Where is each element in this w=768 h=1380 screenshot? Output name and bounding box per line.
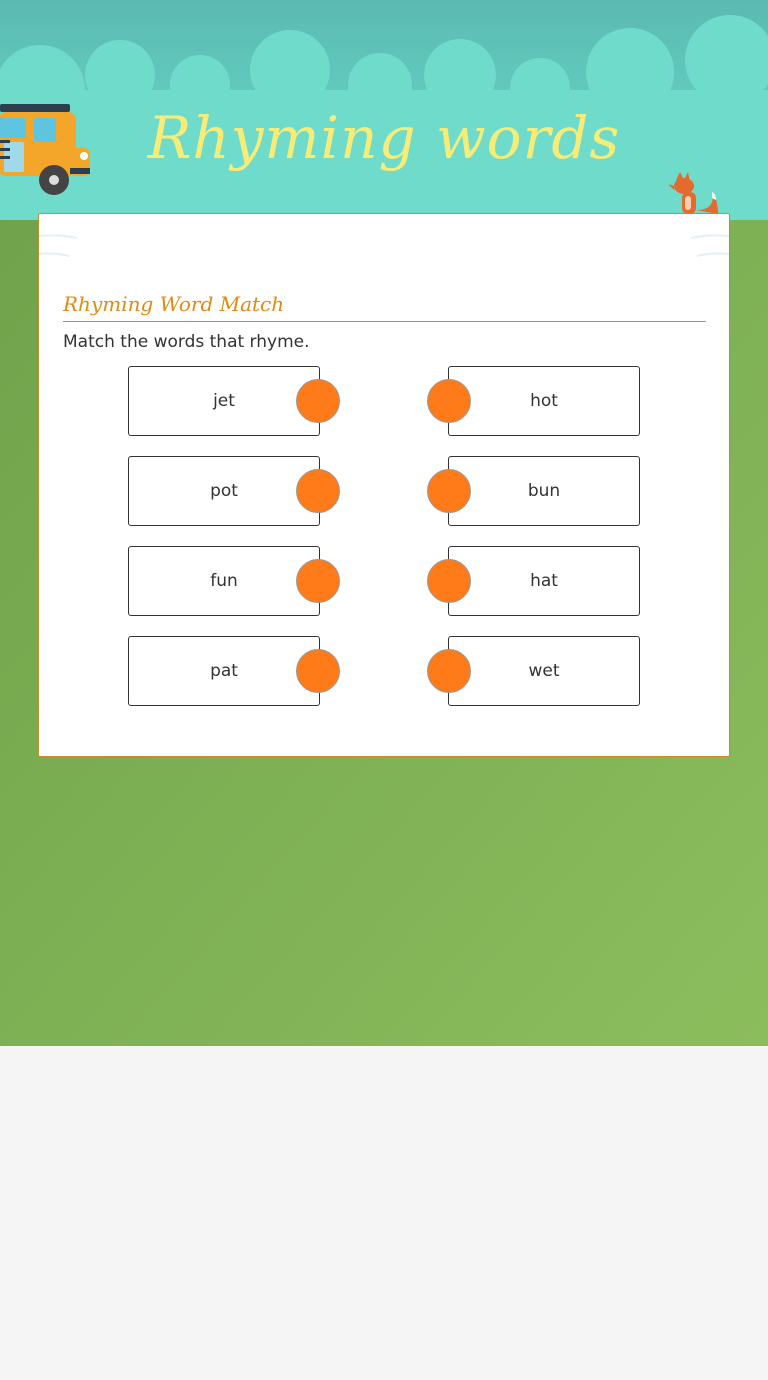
right-connector-dot[interactable] — [427, 649, 471, 693]
left-word-box[interactable] — [128, 546, 320, 616]
activity-instructions: Match the words that rhyme. — [63, 332, 310, 352]
right-word-box[interactable] — [448, 456, 640, 526]
right-word-box[interactable] — [448, 546, 640, 616]
right-connector-dot[interactable] — [427, 559, 471, 603]
left-word-box[interactable] — [128, 456, 320, 526]
school-bus-icon — [0, 100, 94, 200]
fox-icon — [668, 170, 724, 216]
left-connector-dot[interactable] — [296, 559, 340, 603]
word-label: hot — [530, 391, 558, 411]
activity-card — [38, 213, 730, 757]
right-word-box[interactable] — [448, 636, 640, 706]
left-connector-dot[interactable] — [296, 379, 340, 423]
right-connector-dot[interactable] — [427, 469, 471, 513]
word-label: hat — [530, 571, 558, 591]
word-label: fun — [210, 571, 238, 591]
left-connector-dot[interactable] — [296, 469, 340, 513]
word-label: jet — [213, 391, 235, 411]
activity-heading: Rhyming Word Match — [63, 292, 706, 322]
word-label: pot — [210, 481, 238, 501]
left-word-box[interactable] — [128, 366, 320, 436]
right-connector-dot[interactable] — [427, 379, 471, 423]
word-label: bun — [527, 481, 561, 501]
word-label: wet — [528, 661, 560, 681]
left-connector-dot[interactable] — [296, 649, 340, 693]
card-corner-decoration — [39, 232, 79, 258]
right-word-box[interactable] — [448, 366, 640, 436]
left-word-box[interactable] — [128, 636, 320, 706]
word-label: pat — [210, 661, 238, 681]
card-corner-decoration — [689, 232, 729, 258]
page-title: Rhyming words — [147, 104, 621, 172]
